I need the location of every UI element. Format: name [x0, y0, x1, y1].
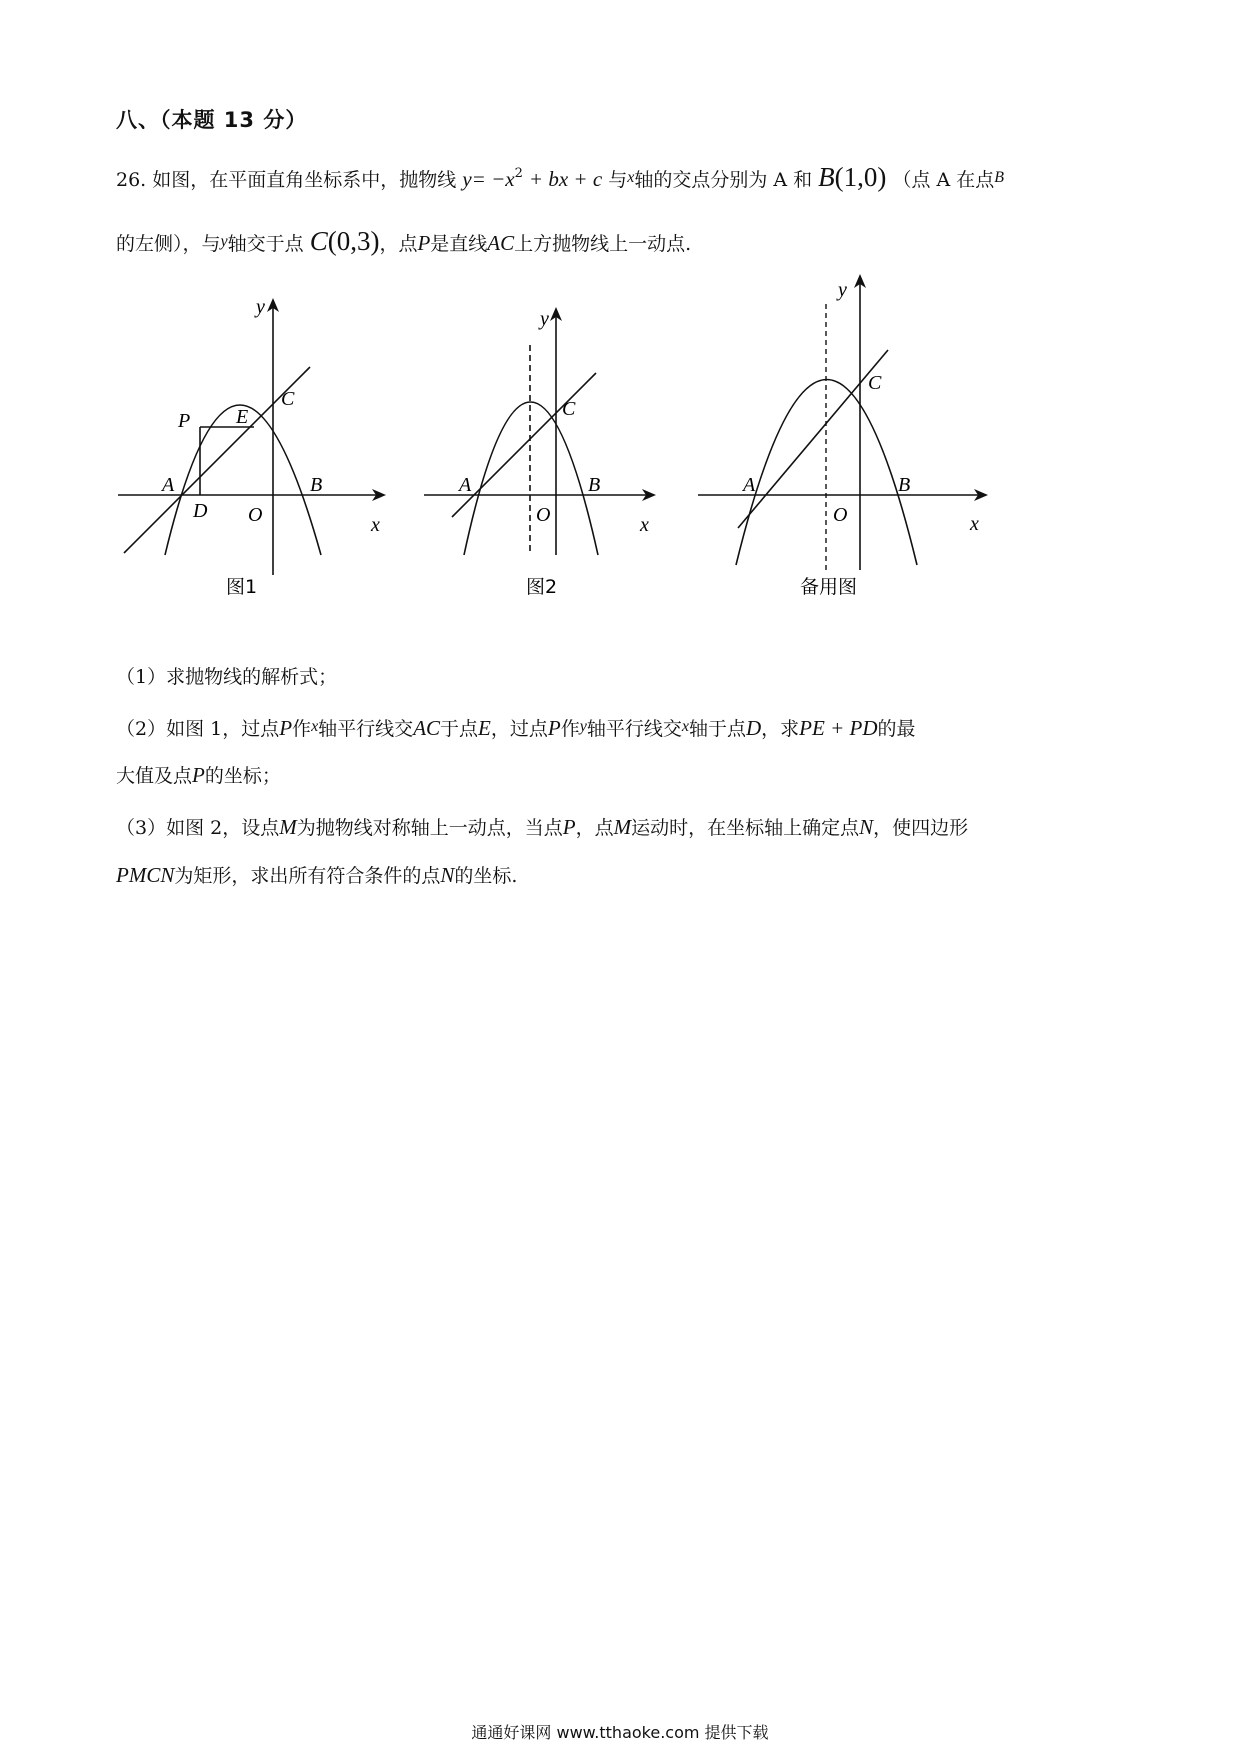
- var-p: P: [417, 231, 431, 255]
- equation-y: y: [462, 167, 472, 191]
- q2-text: 作: [560, 718, 580, 740]
- problem-text: 的左侧），与: [116, 233, 221, 255]
- q2-var-d: D: [745, 716, 762, 740]
- problem-text: 上方抛物线上一动点.: [514, 233, 692, 255]
- q3-text: ，使四边形: [873, 817, 969, 839]
- problem-number: 26.: [116, 169, 147, 191]
- q2-var-ac: AC: [413, 716, 441, 740]
- parabola: [464, 402, 601, 555]
- q2-text: 轴平行线交: [586, 718, 682, 740]
- point-c-coords: (0,3): [327, 226, 380, 256]
- label-y: y: [838, 279, 847, 301]
- q3-text: ，点: [575, 817, 614, 839]
- q3-var-m: M: [279, 815, 297, 839]
- q2-text: ，求: [761, 718, 800, 740]
- figure-1-graph: [118, 285, 398, 605]
- label-x: x: [640, 514, 649, 536]
- q2-var-x: x: [311, 718, 319, 735]
- footer-source: 通通好课网 www.tthaoke.com 提供下载: [471, 1723, 769, 1742]
- q2-text: 轴平行线交: [318, 718, 414, 740]
- question-3-line-2: [116, 860, 517, 891]
- label-o: O: [536, 504, 551, 526]
- q2-text: 作: [292, 718, 312, 740]
- label-c: C: [281, 388, 295, 410]
- equation-rest: + bx + c: [528, 167, 603, 191]
- q2-var-p: P: [192, 763, 205, 787]
- var-b: B: [994, 169, 1005, 186]
- var-y: y: [220, 233, 228, 250]
- q3-text: 为抛物线对称轴上一动点，当点: [296, 817, 563, 839]
- q3-text: 为矩形，求出所有符合条件的点: [174, 865, 441, 887]
- problem-text: 如图，在平面直角坐标系中，抛物线: [152, 169, 457, 191]
- q3-text: 运动时，在坐标轴上确定点: [631, 817, 860, 839]
- q3-text: （3）如图 2，设点: [116, 817, 280, 839]
- label-a: A: [743, 474, 756, 496]
- q2-var-p: P: [279, 716, 293, 740]
- problem-text: （点 A 在点: [892, 169, 995, 191]
- label-e: E: [236, 406, 249, 428]
- question-3-line-1: [116, 812, 968, 843]
- var-x: x: [627, 169, 635, 186]
- label-c: C: [562, 398, 576, 420]
- label-b: B: [588, 474, 601, 496]
- figure-caption: 图1: [226, 576, 258, 598]
- q2-text: 轴于点: [688, 718, 746, 740]
- q2-var-e: E: [478, 716, 491, 740]
- label-p: P: [178, 410, 191, 432]
- question-1-text: （1）求抛物线的解析式；: [116, 666, 338, 688]
- q3-var-n: N: [859, 815, 874, 839]
- q2-text: 于点: [440, 718, 479, 740]
- q2-var-y: y: [579, 718, 587, 735]
- question-2-line-2: [116, 760, 281, 791]
- equation-exponent: 2: [514, 166, 523, 181]
- problem-line-1: [116, 162, 1004, 195]
- label-a: A: [459, 474, 472, 496]
- problem-text: 与: [608, 169, 628, 191]
- figure-caption: 图2: [526, 576, 558, 598]
- figure-1: [118, 285, 398, 605]
- q2-text: 大值及点: [116, 765, 193, 787]
- problem-line-2: [116, 226, 691, 259]
- q3-var-m: M: [613, 815, 632, 839]
- problem-text: 是直线: [430, 233, 488, 255]
- var-ac: AC: [487, 231, 515, 255]
- figure-caption: 备用图: [800, 576, 858, 598]
- q2-var-p: P: [547, 716, 561, 740]
- label-d: D: [193, 500, 208, 522]
- figure-2-graph: [424, 285, 664, 605]
- problem-text: 轴的交点分别为 A 和: [634, 169, 813, 191]
- label-c: C: [868, 372, 882, 394]
- equation-part: = −x: [471, 167, 515, 191]
- point-c-name: C: [309, 226, 328, 256]
- label-b: B: [898, 474, 911, 496]
- problem-text: ，点: [379, 233, 418, 255]
- figure-spare: [698, 270, 998, 610]
- q2-expression: PE + PD: [799, 716, 878, 740]
- q2-text: ，过点: [490, 718, 548, 740]
- q2-text: （2）如图 1，过点: [116, 718, 280, 740]
- q2-text: 的最: [877, 718, 916, 740]
- figure-2: [424, 285, 664, 605]
- q3-var-n: N: [440, 863, 455, 887]
- q3-text: 的坐标.: [454, 865, 518, 887]
- problem-text: 轴交于点: [227, 233, 304, 255]
- label-o: O: [248, 504, 263, 526]
- label-y: y: [540, 308, 549, 330]
- label-x: x: [970, 513, 979, 535]
- q3-var-pmcn: PMCN: [116, 863, 175, 887]
- question-2-line-1: [116, 712, 916, 744]
- section-title: 八、（本题 13 分）: [116, 108, 308, 132]
- q2-text: 的坐标；: [204, 765, 281, 787]
- question-1: [116, 662, 337, 692]
- point-b-name: B: [818, 162, 835, 192]
- label-o: O: [833, 504, 848, 526]
- label-a: A: [162, 474, 175, 496]
- label-x: x: [371, 514, 380, 536]
- q3-var-p: P: [562, 815, 576, 839]
- label-y: y: [256, 296, 265, 318]
- figure-spare-graph: [698, 270, 998, 610]
- label-b: B: [310, 474, 323, 496]
- line-ac: [738, 350, 888, 528]
- q2-var-x: x: [681, 718, 689, 735]
- point-b-coords: (1,0): [834, 162, 887, 192]
